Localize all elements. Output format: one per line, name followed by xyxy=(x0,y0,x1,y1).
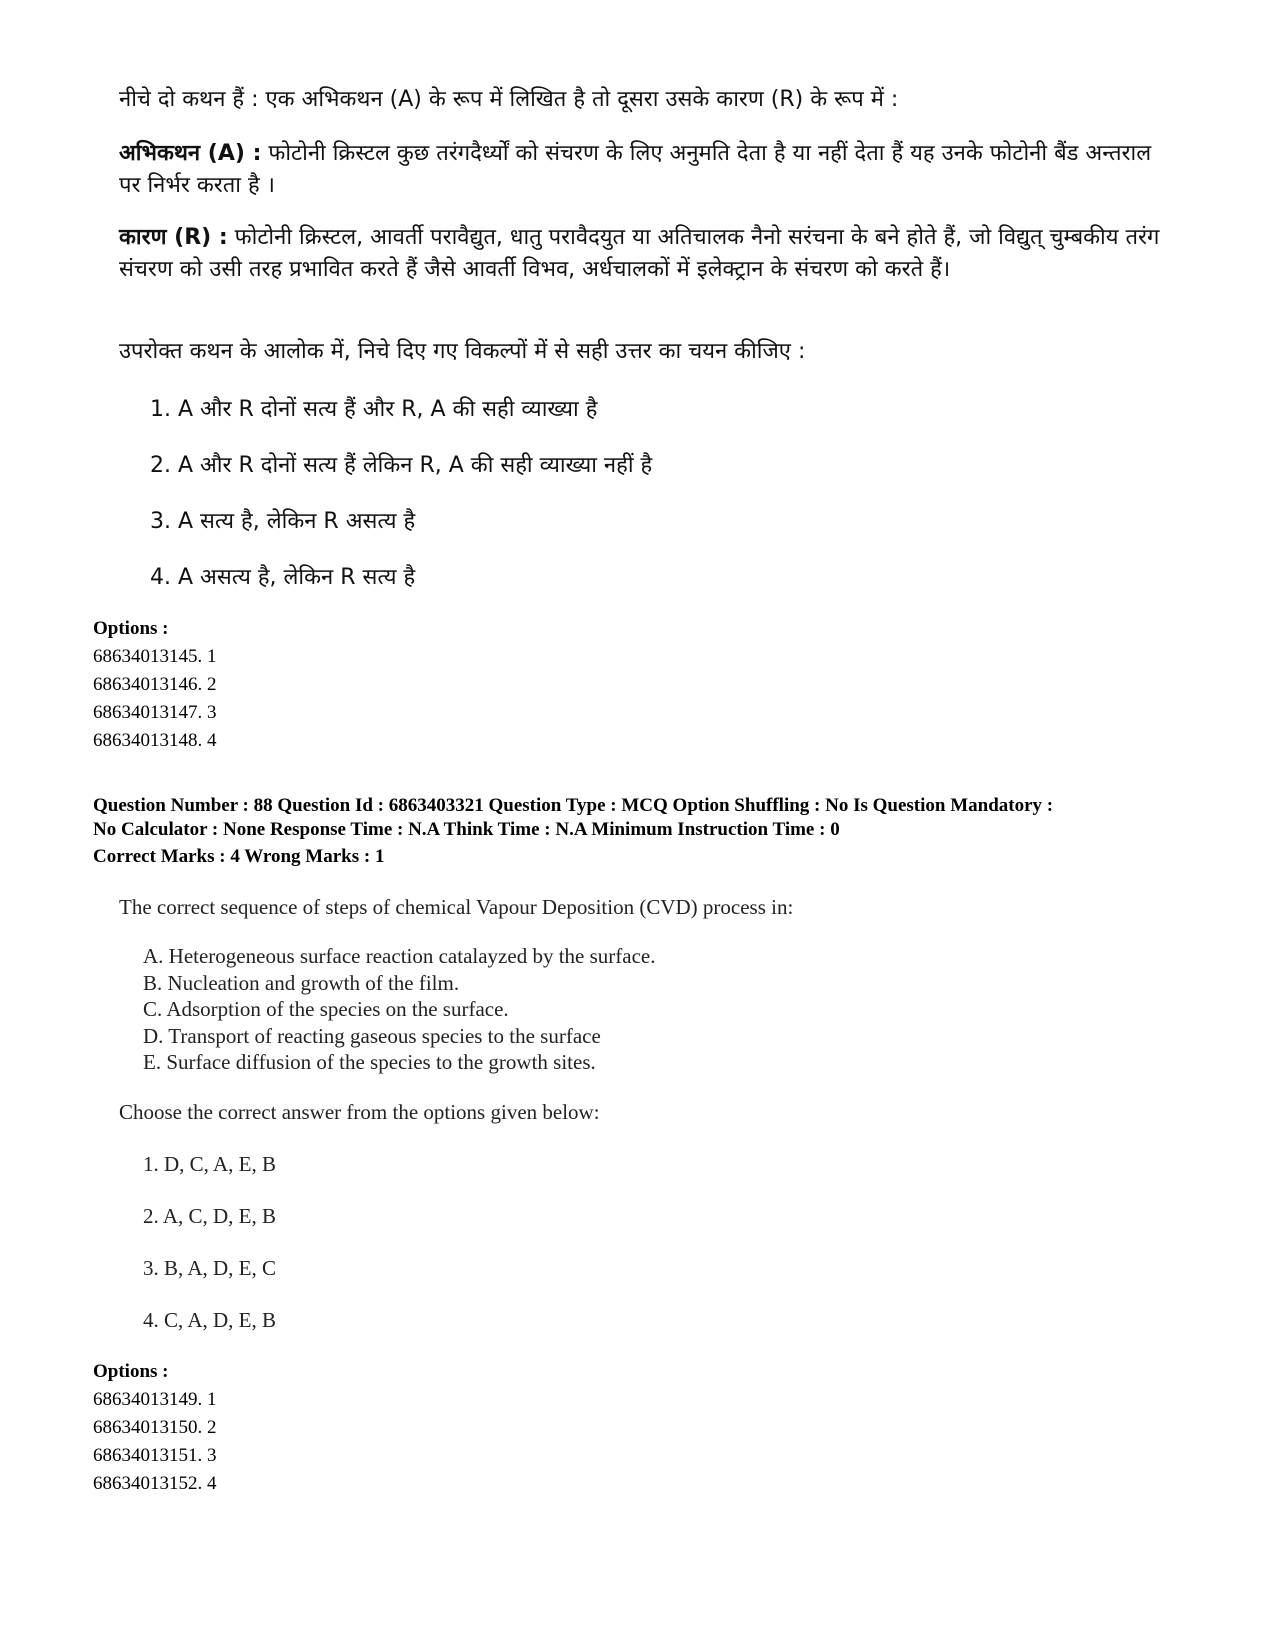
q87-option-1: 68634013145. 1 xyxy=(93,646,217,667)
q88-step-b: B. Nucleation and growth of the film. xyxy=(143,971,460,995)
q88-option-4: 68634013152. 4 xyxy=(93,1473,217,1494)
q87-choice-4: 4. A असत्य है, लेकिन R सत्य है xyxy=(150,565,416,590)
q88-step-c: C. Adsorption of the species on the surface. xyxy=(143,997,509,1021)
q87-prompt: उपरोक्त कथन के आलोक में, निचे दिए गए विकल्पों में से सही उत्तर का चयन कीजिए : xyxy=(119,339,806,364)
q88-choice-1: 1. D, C, A, E, B xyxy=(143,1152,277,1176)
q88-stem: The correct sequence of steps of chemical Vapour Deposition (CVD) process in: xyxy=(119,895,794,919)
q88-choice-4: 4. C, A, D, E, B xyxy=(143,1308,277,1332)
q88-step-e: E. Surface diffusion of the species to the growth sites. xyxy=(143,1050,596,1074)
q88-step-a: A. Heterogeneous surface reaction catalayzed by the surface. xyxy=(143,944,656,968)
q88-meta xyxy=(93,794,1193,842)
q87-options-label: Options : xyxy=(93,618,169,639)
q88-step-d: D. Transport of reacting gaseous species to the surface xyxy=(143,1024,601,1048)
q87-choice-3: 3. A सत्य है, लेकिन R असत्य है xyxy=(150,509,416,534)
q87-option-3: 68634013147. 3 xyxy=(93,702,217,723)
q88-prompt: Choose the correct answer from the options given below: xyxy=(119,1100,600,1124)
q88-options-label: Options : xyxy=(93,1361,169,1382)
q87-assertion-text: फोटोनी क्रिस्टल कुछ तरंगदैर्ध्यों को संचरण के लिए अनुमति देता है या नहीं देता हैं यह उनके फोटोनी बैंड अन्तराल पर निर्भर करता है । xyxy=(119,141,1152,198)
q87-choice-2: 2. A और R दोनों सत्य हैं लेकिन R, A की सही व्याख्या नहीं है xyxy=(150,453,653,478)
q88-option-3: 68634013151. 3 xyxy=(93,1445,217,1466)
q87-reason-label: कारण (R) : xyxy=(119,225,228,250)
q87-choice-1: 1. A और R दोनों सत्य हैं और R, A की सही व्याख्या है xyxy=(150,397,598,422)
q87-option-4: 68634013148. 4 xyxy=(93,730,217,751)
q88-marks: Correct Marks : 4 Wrong Marks : 1 xyxy=(93,846,385,867)
q88-choice-3: 3. B, A, D, E, C xyxy=(143,1256,277,1280)
q87-assertion-label: अभिकथन (A) : xyxy=(119,141,262,166)
q88-meta-line1: Question Number : 88 Question Id : 6863403321 Question Type : MCQ Option Shuffling : No Is Question Mandatory : xyxy=(93,795,1054,816)
q87-reason xyxy=(119,222,1179,286)
q88-choice-2: 2. A, C, D, E, B xyxy=(143,1204,277,1228)
q87-assertion xyxy=(119,138,1179,202)
q87-intro: नीचे दो कथन हैं : एक अभिकथन (A) के रूप में लिखित है तो दूसरा उसके कारण (R) के रूप में : xyxy=(119,87,899,112)
q88-option-1: 68634013149. 1 xyxy=(93,1389,217,1410)
q87-reason-text: फोटोनी क्रिस्टल, आवर्ती परावैद्युत, धातु परावैदयुत या अतिचालक नैनो सरंचना के बने होते हैं, जो विद्युत् चुम्बकीय तरंग संचरण को उसी तरह प्रभावित करते हैं जैसे आवर्ती विभव, अर्धचालकों में इलेक्ट्रान के संचरण को करते हैं। xyxy=(119,225,1160,282)
q88-option-2: 68634013150. 2 xyxy=(93,1417,217,1438)
q88-meta-line2: No Calculator : None Response Time : N.A Think Time : N.A Minimum Instruction Time : 0 xyxy=(93,819,840,840)
q87-option-2: 68634013146. 2 xyxy=(93,674,217,695)
